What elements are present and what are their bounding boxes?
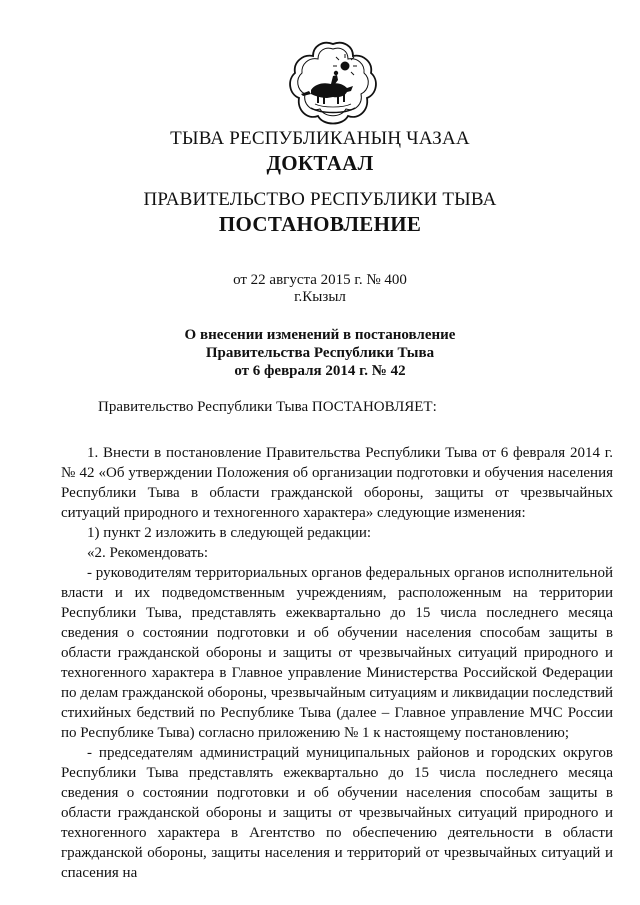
document-body xyxy=(61,443,613,883)
header-doktaal: ДОКТААЛ xyxy=(266,151,374,175)
header-government-rt: ПРАВИТЕЛЬСТВО РЕСПУБЛИКИ ТЫВА xyxy=(143,189,497,210)
paragraph-5: - председателям администраций муниципальных районов и городских округов Республики Тыва представлять ежеквартально до 15 числа последнего месяца сведения о состоянии подготовки и об обучении населения способам защиты в области гражданской обороны и защиты от чрезвычайных ситуаций природного и техногенного характера в Агентство по обеспечению деятельности в области гражданской обороны, защиты населения и территорий от чрезвычайных ситуаций и спасения на xyxy=(61,745,613,881)
paragraph-1: 1. Внести в постановление Правительства Республики Тыва от 6 февраля 2014 г. № 42 «Об утверждении Положения об организации подготовки и обучения населения Республики Тыва в области гражданской обороны, защиты от чрезвычайных ситуаций природного и техногенного характера» следующие изменения: xyxy=(61,445,613,521)
decree-title-line-3: от 6 февраля 2014 г. № 42 xyxy=(234,363,406,379)
decree-resolves: Правительство Республики Тыва ПОСТАНОВЛЯЕТ: xyxy=(98,399,437,415)
decree-date-number: от 22 августа 2015 г. № 400 xyxy=(233,272,407,288)
paragraph-2: 1) пункт 2 изложить в следующей редакции: xyxy=(87,525,372,541)
header-postanovlenie: ПОСТАНОВЛЕНИЕ xyxy=(218,212,422,236)
header-tyva-government: ТЫВА РЕСПУБЛИКАНЫҢ ЧАЗАА xyxy=(170,128,470,149)
coat-of-arms-emblem xyxy=(287,38,379,130)
paragraph-4: - руководителям территориальных органов федеральных органов исполнительной власти и их подведомственным учреждениям, расположенным на территории Республики Тыва, представлять ежеквартально до 15 числа последнего месяца сведения о состоянии подготовки и об обучении населения способам защиты в области гражданской обороны и защиты от чрезвычайных ситуаций природного и техногенного характера в Главное управление Министерства Российской Федерации по делам гражданской обороны, чрезвычайным ситуациям и ликвидации последствий стихийных бедствий по Республике Тыва (далее – Главное управление МЧС России по Республике Тыва) согласно приложению № 1 к настоящему постановлению; xyxy=(61,565,613,741)
decree-title-line-1: О внесении изменений в постановление xyxy=(184,327,456,343)
paragraph-3: «2. Рекомендовать: xyxy=(87,545,209,561)
decree-city: г.Кызыл xyxy=(294,289,346,305)
decree-title-line-2: Правительства Республики Тыва xyxy=(205,345,435,361)
